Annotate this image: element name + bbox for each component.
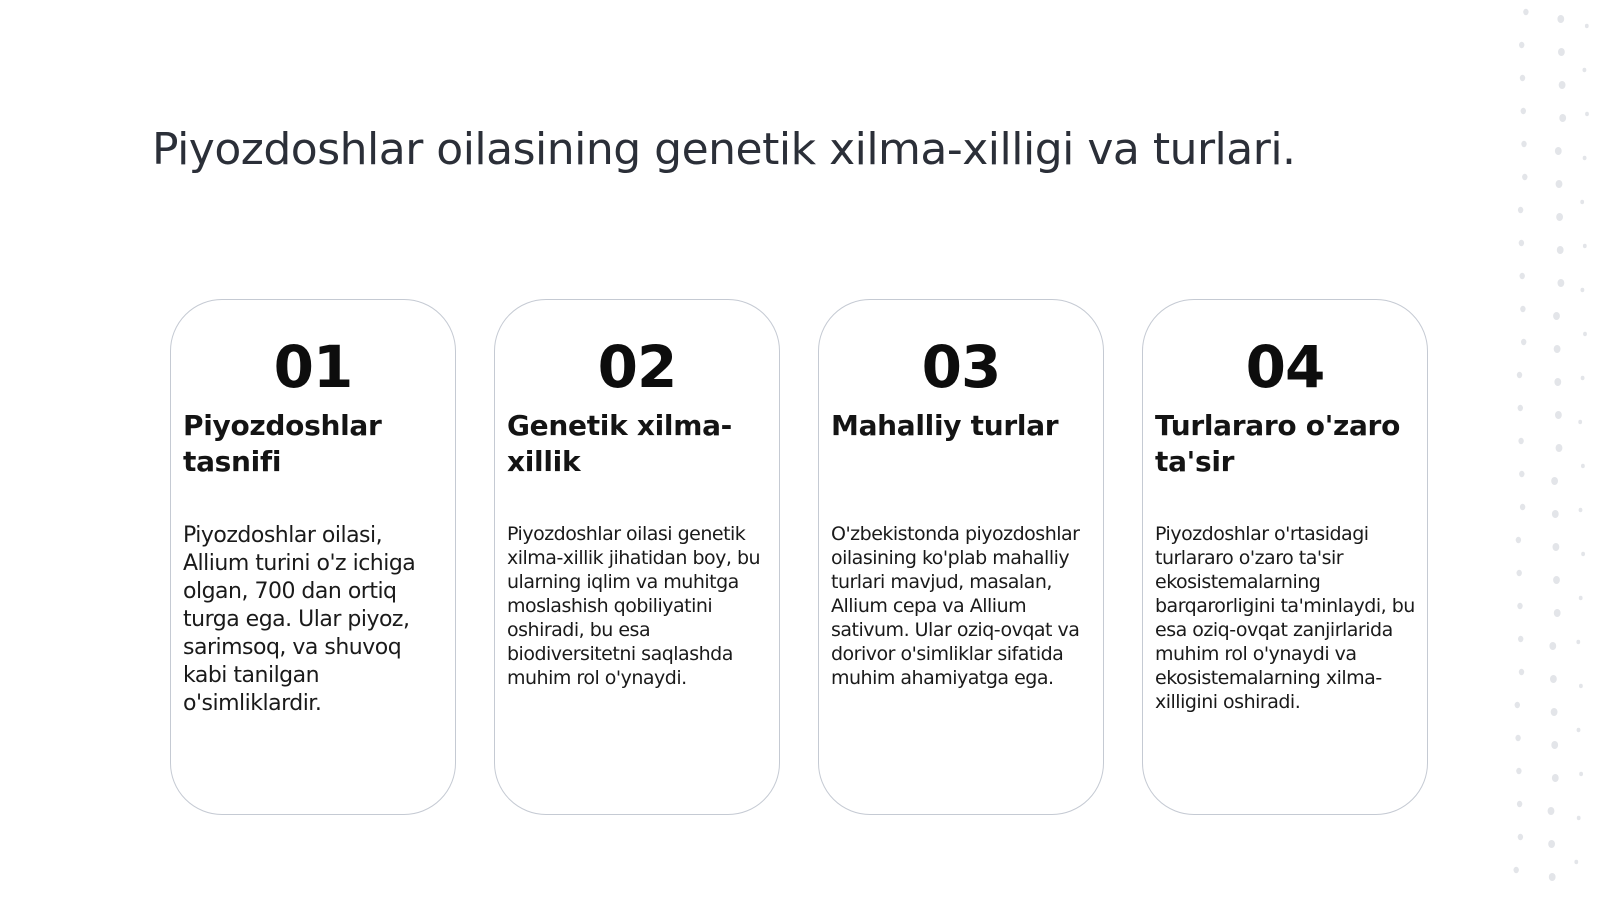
decorative-dot	[1579, 596, 1583, 600]
decorative-dot	[1559, 81, 1566, 89]
decorative-dot	[1577, 728, 1581, 732]
card-number: 02	[597, 333, 677, 401]
decorative-dot	[1556, 213, 1563, 221]
decorative-dot	[1552, 774, 1559, 782]
decorative-dot	[1551, 741, 1558, 749]
decorative-dot	[1550, 675, 1557, 683]
card-text: O'zbekistonda piyozdoshlar oilasining ko'plab mahalliy turlari mavjud, masalan, Allium cepa va Allium sativum. Ular oziq-ovqat va dorivor o'simliklar sifatida muhim ahamiyatga ega.	[831, 523, 1080, 689]
decorative-dot	[1579, 684, 1583, 688]
card-title: Turlararo o'zaro ta'sir	[1155, 409, 1400, 478]
decorative-dot	[1517, 603, 1522, 609]
decorative-dot	[1521, 141, 1526, 147]
decorative-dot	[1559, 114, 1566, 122]
decorative-dot	[1579, 508, 1583, 512]
decorative-dot	[1516, 768, 1521, 774]
card-classification	[170, 299, 456, 815]
card-genetic-diversity	[494, 299, 780, 815]
decorative-dot	[1557, 246, 1564, 254]
decorative-dot	[1520, 504, 1525, 510]
decorative-dot	[1515, 702, 1520, 708]
decorative-dot	[1556, 444, 1563, 452]
decorative-dot	[1558, 279, 1565, 287]
card-local-species	[818, 299, 1104, 815]
decorative-dot	[1515, 735, 1520, 741]
decorative-dot	[1518, 834, 1523, 840]
decorative-dot	[1518, 207, 1523, 213]
card-number: 03	[921, 333, 1001, 401]
decorative-dot	[1520, 75, 1525, 81]
decorative-dot	[1520, 306, 1525, 312]
card-number: 01	[273, 333, 353, 401]
decorative-dot	[1581, 288, 1585, 292]
decorative-dot	[1578, 420, 1582, 424]
decorative-dot	[1583, 244, 1587, 248]
decorative-dot	[1551, 708, 1558, 716]
card-text: Piyozdoshlar oilasi genetik xilma-xillik jihatidan boy, bu ularning iqlim va muhitga moslashish qobiliyatini oshiradi, bu esa biodiversitetni saqlashda muhim rol o'ynaydi.	[507, 523, 761, 689]
decorative-dot	[1548, 840, 1555, 848]
decorative-dot	[1583, 332, 1587, 336]
decorative-dot	[1519, 240, 1524, 246]
card-title: Mahalliy turlar	[831, 409, 1059, 442]
decorative-dot	[1519, 42, 1524, 48]
card-interspecies-interaction	[1142, 299, 1428, 815]
decorative-dot	[1518, 636, 1523, 642]
decorative-dot	[1519, 471, 1524, 477]
decorative-dot	[1551, 477, 1558, 485]
decorative-dot	[1517, 570, 1522, 576]
decorative-dot	[1518, 438, 1523, 444]
card-title: Piyozdoshlar tasnifi	[183, 409, 382, 478]
decorative-dot	[1583, 156, 1587, 160]
decorative-dot	[1549, 642, 1556, 650]
decorative-dot	[1554, 609, 1561, 617]
decorative-dot	[1579, 772, 1583, 776]
decorative-dot	[1580, 200, 1584, 204]
decorative-dot	[1521, 339, 1526, 345]
decorative-dot	[1558, 48, 1565, 56]
card-text: Piyozdoshlar oilasi, Allium turini o'z ichiga olgan, 700 dan ortiq turga ega. Ular piyoz, sarimsoq, va shuvoq kabi tanilgan o'simliklardir.	[183, 523, 416, 716]
decorative-dot	[1581, 552, 1585, 556]
decorative-dot	[1516, 537, 1521, 543]
card-number: 04	[1245, 333, 1325, 401]
decorative-dot	[1553, 543, 1560, 551]
decorative-dot	[1554, 378, 1561, 386]
decorative-dot	[1585, 112, 1589, 116]
decorative-dot	[1522, 174, 1527, 180]
decorative-dot	[1581, 376, 1585, 380]
decorative-dot	[1556, 180, 1563, 188]
decorative-dot	[1518, 405, 1523, 411]
decorative-dot	[1555, 411, 1562, 419]
card-text: Piyozdoshlar o'rtasidagi turlararo o'zaro ta'sir ekosistemalarning barqarorligini ta'minlaydi, bu esa oziq-ovqat zanjirlarida muhim rol o'ynaydi va ekosistemalarning xilma-xilligini oshiradi.	[1155, 523, 1415, 713]
decorative-dot	[1583, 68, 1587, 72]
decorative-dot	[1553, 576, 1560, 584]
decorative-dot	[1577, 816, 1581, 820]
decorative-dot	[1517, 801, 1522, 807]
decorative-dot	[1581, 464, 1585, 468]
decorative-dot	[1519, 669, 1524, 675]
decorative-dot	[1517, 372, 1522, 378]
decorative-dot	[1574, 860, 1578, 864]
decorative-dot	[1555, 147, 1562, 155]
decorative-dot	[1523, 9, 1528, 15]
slide-title: Piyozdoshlar oilasining genetik xilma-xilligi va turlari.	[152, 124, 1296, 175]
decorative-dot	[1552, 510, 1559, 518]
decorative-dot	[1514, 867, 1519, 873]
decorative-dot	[1557, 15, 1564, 23]
decorative-dot	[1548, 807, 1555, 815]
card-title: Genetik xilma-xillik	[507, 409, 732, 478]
decorative-dot	[1585, 24, 1589, 28]
decorative-dot	[1553, 312, 1560, 320]
decorative-dot	[1549, 873, 1556, 881]
decorative-dot	[1576, 640, 1580, 644]
decorative-dots	[1460, 0, 1600, 899]
decorative-dot	[1521, 108, 1526, 114]
decorative-dot	[1520, 273, 1525, 279]
decorative-dot	[1554, 345, 1561, 353]
